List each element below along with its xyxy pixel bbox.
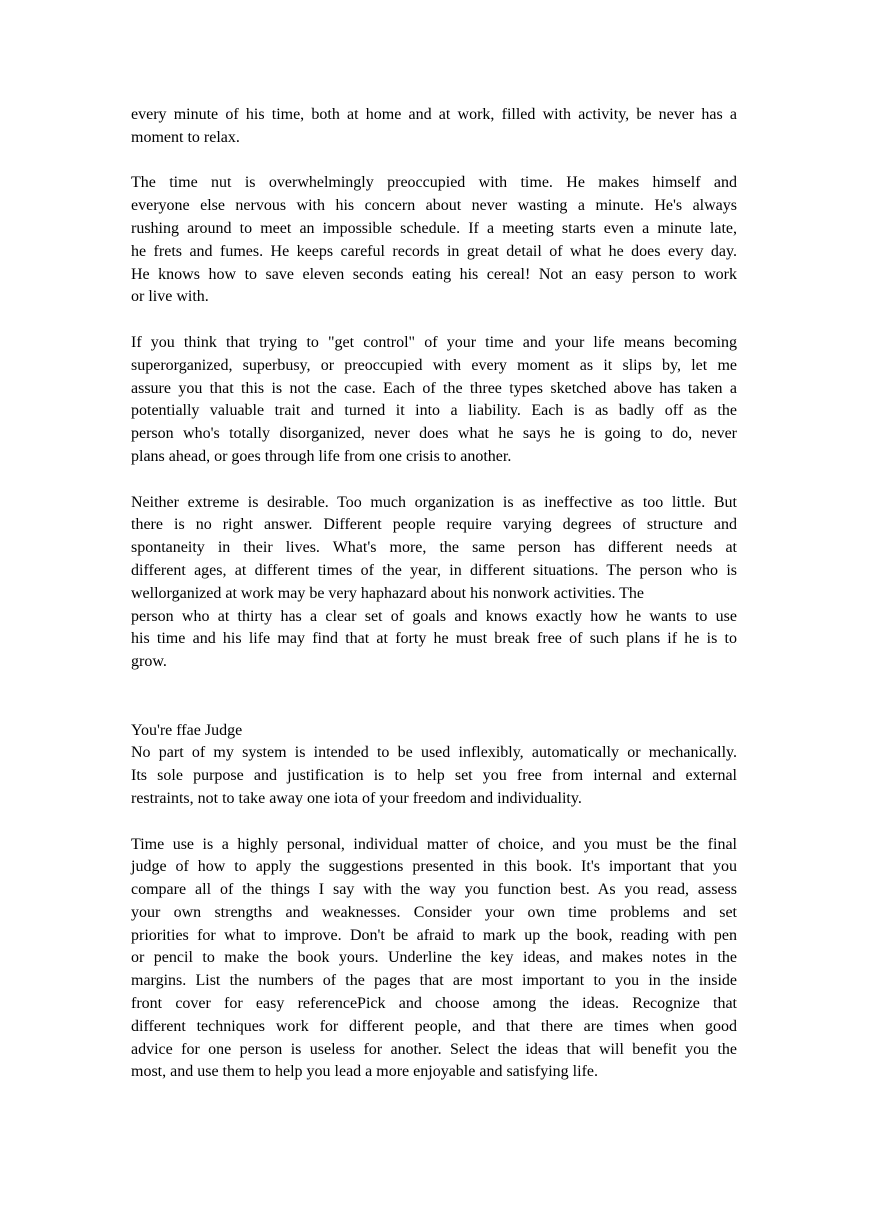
paragraph-4 [131, 492, 737, 674]
text-line: judge of how to apply the suggestions presented in this book. It's important that you [131, 858, 737, 876]
text-line: rushing around to meet an impossible schedule. If a meeting starts even a minute late, [131, 219, 737, 237]
text-line: person who's totally disorganized, never does what he says he is going to do, never [131, 425, 737, 443]
text-line: superorganized, superbusy, or preoccupied with every moment as it slips by, let me [131, 356, 737, 374]
text-line: most, and use them to help you lead a more enjoyable and satisfying life. [131, 1063, 598, 1081]
paragraph-gap [131, 309, 737, 332]
text-line: your own strengths and weaknesses. Consider your own time problems and set [131, 903, 737, 921]
text-line: Time use is a highly personal, individual matter of choice, and you must be the final [131, 835, 737, 853]
text-line: every minute of his time, both at home and at work, filled with activity, be never has a [131, 106, 737, 123]
text-line: margins. List the numbers of the pages that are most important to you in the inside [131, 972, 737, 990]
text-line: Neither extreme is desirable. Too much organization is as ineffective as too little. But [131, 493, 737, 511]
text-line: or pencil to make the book yours. Underline the key ideas, and makes notes in the [131, 949, 737, 967]
document-page [131, 104, 737, 1084]
paragraph-gap [131, 811, 737, 834]
text-line: advice for one person is useless for another. Select the ideas that will benefit you the [131, 1040, 737, 1058]
text-line: potentially valuable trait and turned it into a liability. Each is as badly off as the [131, 402, 737, 420]
paragraph-5 [131, 742, 737, 810]
text-line: moment to relax. [131, 128, 240, 146]
text-line: there is no right answer. Different people require varying degrees of structure and [131, 516, 737, 534]
text-line: everyone else nervous with his concern about never wasting a minute. He's always [131, 197, 737, 215]
text-line: assure you that this is not the case. Each of the three types sketched above has taken a [131, 379, 737, 397]
paragraph-gap [131, 469, 737, 492]
text-line: No part of my system is intended to be used inflexibly, automatically or mechanically. [131, 744, 737, 762]
text-line: If you think that trying to "get control" of your time and your life means becoming [131, 333, 737, 351]
text-line: priorities for what to improve. Don't be afraid to mark up the book, reading with pen [131, 926, 737, 944]
text-line: grow. [131, 653, 167, 671]
text-line: plans ahead, or goes through life from one crisis to another. [131, 447, 512, 465]
text-line: spontaneity in their lives. What's more, the same person has different needs at [131, 539, 737, 557]
text-line: his time and his life may find that at forty he must break free of such plans if he is to [131, 630, 737, 648]
text-line: wellorganized at work may be very haphazard about his nonwork activities. The [131, 584, 645, 602]
text-line: restraints, not to take away one iota of your freedom and individuality. [131, 789, 582, 807]
text-line: The time nut is overwhelmingly preoccupied with time. He makes himself and [131, 174, 737, 192]
text-line: or live with. [131, 288, 209, 306]
paragraph-2 [131, 172, 737, 309]
text-line: he frets and fumes. He keeps careful records in great detail of what he does every day. [131, 242, 737, 260]
text-line: front cover for easy referencePick and choose among the ideas. Recognize that [131, 995, 737, 1013]
paragraph-3 [131, 332, 737, 469]
paragraph-1 [131, 104, 737, 150]
section-heading: You're ffae Judge [131, 721, 243, 739]
paragraph-gap [131, 150, 737, 173]
text-line: different ages, at different times of the year, in different situations. The person who is [131, 561, 737, 579]
text-line: compare all of the things I say with the way you function best. As you read, assess [131, 881, 737, 899]
paragraph-6 [131, 834, 737, 1085]
section-gap [131, 674, 737, 720]
text-line: person who at thirty has a clear set of goals and knows exactly how he wants to use [131, 607, 737, 625]
text-line: He knows how to save eleven seconds eating his cereal! Not an easy person to work [131, 265, 737, 283]
text-line: different techniques work for different people, and that there are times when good [131, 1017, 737, 1035]
text-line: Its sole purpose and justification is to help set you free from internal and external [131, 767, 737, 785]
